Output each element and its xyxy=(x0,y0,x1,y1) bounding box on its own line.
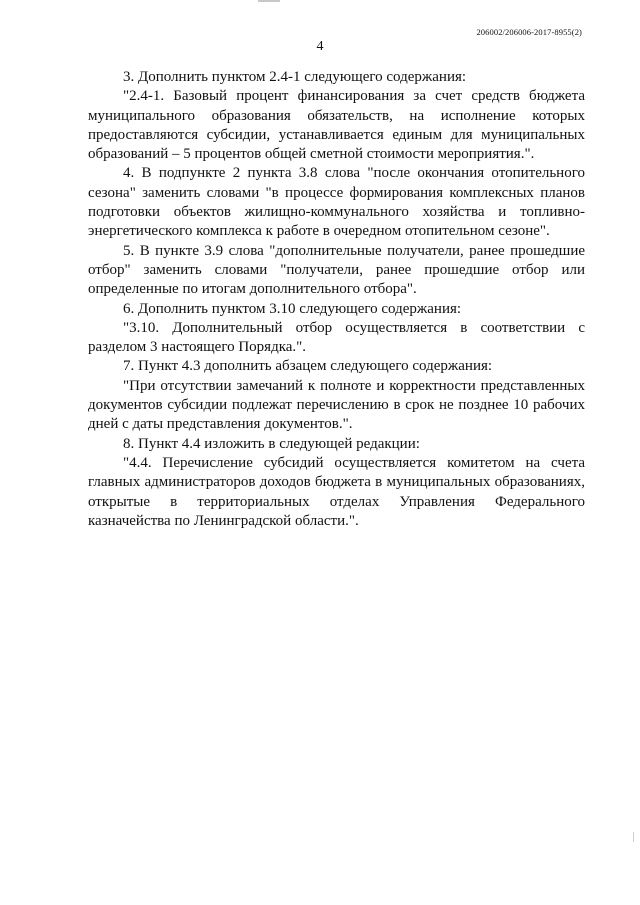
page-number: 4 xyxy=(316,39,324,54)
paragraph-item-8: 8. Пункт 4.4 изложить в следующей редакции: xyxy=(123,435,420,452)
paragraph-item-3: 3. Дополнить пунктом 2.4-1 следующего содержания: xyxy=(123,69,467,85)
paragraph-clause-2-4-1: "2.4-1. Базовый процент финансирования за счет средств бюджета муниципального образования обязательств, на исполнение которых предоставляются субсидии, устанавливается единым для муниципальных образований – 5 процентов общей сметной стоимости мероприятия.". xyxy=(88,88,585,163)
scan-mark xyxy=(258,0,280,2)
paragraph-item-5: 5. В пункте 3.9 слова "дополнительные получатели, ранее прошедшие отбор" заменить словами "получатели, ранее прошедшие отбор или определенные по итогам дополнительного отбора". xyxy=(88,242,585,298)
paragraph-clause-4-3-addition: "При отсутствии замечаний к полноте и корректности представленных документов субсидии подлежат перечислению в срок не позднее 10 рабочих дней с даты представления документов.". xyxy=(88,377,585,433)
scan-artifact xyxy=(633,832,634,842)
paragraph-clause-4-4: "4.4. Перечисление субсидий осуществляется комитетом на счета главных администраторов доходов бюджета в муниципальных образованиях, открытые в территориальных отделах Управления Федерального казначейства по Ленинградской области.". xyxy=(88,454,585,529)
paragraph-item-7: 7. Пункт 4.3 дополнить абзацем следующего содержания: xyxy=(123,358,493,375)
paragraph-item-6: 6. Дополнить пунктом 3.10 следующего содержания: xyxy=(123,300,462,317)
document-code: 206002/206006-2017-8955(2) xyxy=(476,27,582,37)
document-body xyxy=(88,68,585,531)
paragraph-clause-3-10: "3.10. Дополнительный отбор осуществляется в соответствии с разделом 3 настоящего Порядка.". xyxy=(88,319,585,356)
paragraph-item-4: 4. В подпункте 2 пункта 3.8 слова "после окончания отопительного сезона" заменить словами "в процессе формирования комплексных планов подготовки объектов жилищно-коммунального хозяйства и топливно-энергетического комплекса к работе в очередном отопительном сезоне". xyxy=(88,165,585,240)
